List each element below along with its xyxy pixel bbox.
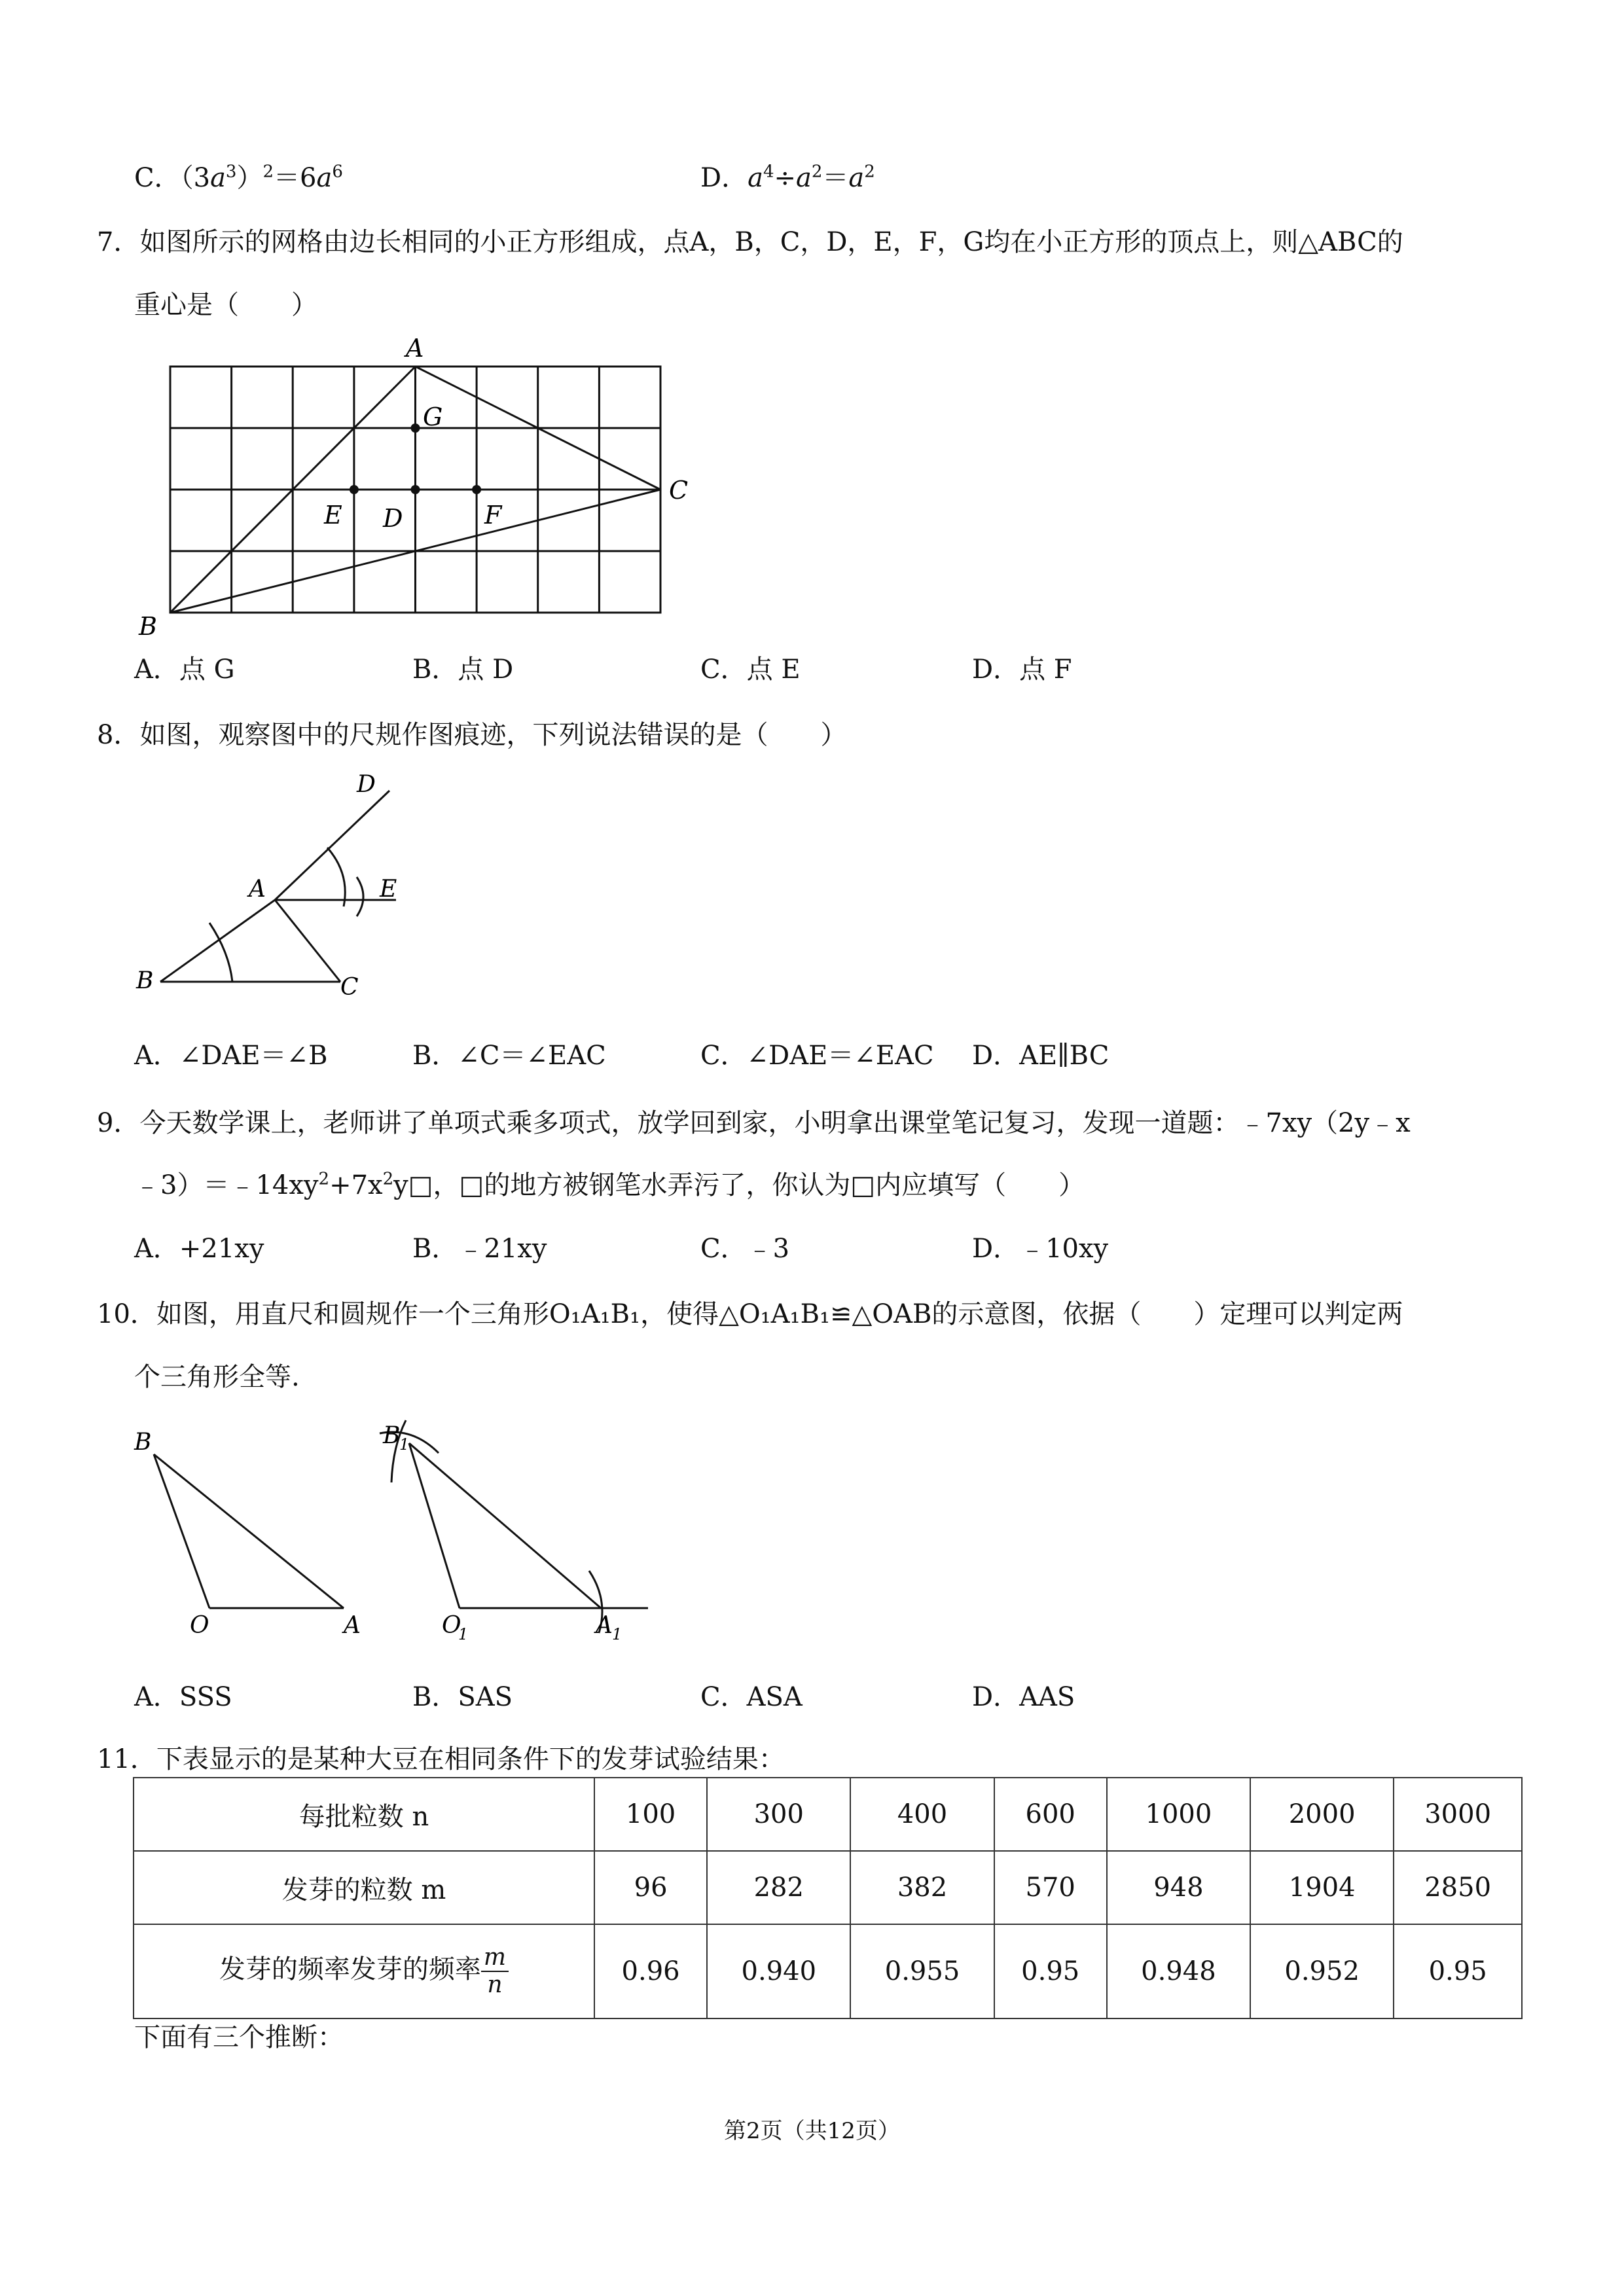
q8-label-c: C <box>340 974 359 1001</box>
q7-point-e <box>350 485 359 494</box>
table-cell: 0.948 <box>1107 1924 1250 2018</box>
table-cell: 0.95 <box>994 1924 1107 2018</box>
table-row-header: 发芽的粒数 m <box>134 1851 594 1924</box>
q7-option-c: C．点 E <box>700 655 801 685</box>
table-cell: 0.95 <box>1394 1924 1522 2018</box>
q10-option-d: D．AAS <box>972 1682 1075 1712</box>
q8-segment-ac <box>275 900 340 982</box>
q10-label-a1: A <box>596 1612 613 1639</box>
q10-label-a: A <box>344 1612 361 1639</box>
q10-option-b: B．SAS <box>412 1682 513 1712</box>
q7-label-d: D <box>383 504 403 533</box>
q10-segment-b1o1 <box>409 1443 460 1608</box>
q10-label-a1-sub: 1 <box>612 1625 623 1643</box>
table-cell: 948 <box>1107 1851 1250 1924</box>
table-cell: 400 <box>850 1778 994 1851</box>
q10-segment-b1a1 <box>409 1443 601 1608</box>
q10-label-b: B <box>134 1429 152 1456</box>
q7-label-f: F <box>484 501 502 529</box>
table-cell: 100 <box>594 1778 707 1851</box>
q7-label-e: E <box>324 501 342 529</box>
table-cell: 1904 <box>1250 1851 1394 1924</box>
q10-label-b1: B <box>383 1422 401 1449</box>
table-cell: 382 <box>850 1851 994 1924</box>
q11-question-line1: 11．下表显示的是某种大豆在相同条件下的发芽试验结果： <box>97 1744 785 1774</box>
q7-point-f <box>472 485 481 494</box>
table-row <box>134 1778 1522 1851</box>
q7-point-d <box>411 485 420 494</box>
table-cell: 282 <box>707 1851 850 1924</box>
q10-option-c: C．ASA <box>700 1682 803 1712</box>
q8-label-d: D <box>357 771 376 798</box>
table-row-header: 发芽的频率发芽的频率 $\frac{m}{n}$ <box>134 1924 594 2018</box>
q7-question-line1: 7．如图所示的网格由边长相同的小正方形组成，点A，B，C，D，E，F，G均在小正方形的顶点上，则△ABC的 <box>97 227 1403 257</box>
q8-arc-at-a <box>327 848 345 906</box>
q9-option-d: D．﹣10xy <box>972 1234 1109 1264</box>
q11-after-text: 下面有三个推断： <box>134 2022 344 2053</box>
q6-option-d: D．$a^4\div a^2=a^2$ <box>700 162 875 193</box>
table-cell: 3000 <box>1394 1778 1522 1851</box>
table-cell: 96 <box>594 1851 707 1924</box>
table-row <box>134 1851 1522 1924</box>
q9-option-b: B．﹣21xy <box>412 1234 547 1264</box>
table-cell: 0.955 <box>850 1924 994 2018</box>
table-row <box>134 1924 1522 2018</box>
q9-question-line1: 9．今天数学课上，老师讲了单项式乘多项式，放学回到家，小明拿出课堂笔记复习，发现一道题：﹣7xy（2y﹣x <box>97 1108 1411 1138</box>
q8-label-e: E <box>380 876 397 903</box>
q8-construction-figure <box>131 766 432 1014</box>
q8-segment-ba <box>160 900 275 982</box>
q7-label-g: G <box>423 403 443 431</box>
q10-construction-figure <box>131 1414 668 1649</box>
q9-question-line2: $﹣3)=﹣14xy^2+7x^2y□$，□的地方被钢笔水弄污了，你认为□内应填写（ ） <box>134 1169 1085 1200</box>
q8-ray-ad <box>275 791 389 900</box>
table-cell: 2000 <box>1250 1778 1394 1851</box>
table-cell: 0.940 <box>707 1924 850 2018</box>
q10-label-o: O <box>190 1612 209 1639</box>
q7-option-d: D．点 F <box>972 655 1072 685</box>
table-cell: 570 <box>994 1851 1107 1924</box>
q8-option-d: D．AE∥BC <box>972 1041 1110 1071</box>
q9-option-c: C．﹣3 <box>700 1234 790 1264</box>
table-row-header: 每批粒数 n <box>134 1778 594 1851</box>
q7-label-b: B <box>139 612 157 641</box>
q10-question-line1: 10．如图，用直尺和圆规作一个三角形O₁A₁B₁，使得△O₁A₁B₁≌△OAB的示意图，依据（ ）定理可以判定两 <box>97 1299 1403 1329</box>
table-cell: 0.952 <box>1250 1924 1394 2018</box>
germination-table <box>133 1777 1523 2019</box>
q8-label-a: A <box>249 876 266 903</box>
table-cell: 2850 <box>1394 1851 1522 1924</box>
table-cell: 300 <box>707 1778 850 1851</box>
q10-label-o1-sub: 1 <box>458 1625 469 1643</box>
q6-option-c: C．$(3a^3)^2=6a^6$ <box>134 162 343 193</box>
q7-question-line2: 重心是（ ） <box>134 290 317 320</box>
table-cell: 0.96 <box>594 1924 707 2018</box>
q7-point-g <box>411 423 420 433</box>
q7-label-c: C <box>669 476 689 505</box>
q10-option-a: A．SSS <box>134 1682 232 1712</box>
q7-grid-figure <box>131 327 720 641</box>
q8-option-a: A．∠DAE＝∠B <box>134 1041 328 1071</box>
q8-option-b: B．∠C＝∠EAC <box>412 1041 606 1071</box>
q9-option-a: A．+21xy <box>134 1234 264 1264</box>
q7-label-a: A <box>406 334 424 363</box>
q8-option-c: C．∠DAE＝∠EAC <box>700 1041 934 1071</box>
table-cell: 1000 <box>1107 1778 1250 1851</box>
q7-option-b: B．点 D <box>412 655 514 685</box>
q10-question-line2: 个三角形全等. <box>134 1362 300 1392</box>
q10-label-b1-sub: 1 <box>399 1435 410 1454</box>
page-footer: 第2页（共12页） <box>724 2118 900 2144</box>
q8-question-line1: 8．如图，观察图中的尺规作图痕迹，下列说法错误的是（ ） <box>97 720 847 750</box>
q8-arc-small <box>357 877 363 916</box>
table-cell: 600 <box>994 1778 1107 1851</box>
q10-label-o1: O <box>442 1612 461 1639</box>
q7-option-a: A．点 G <box>134 655 235 685</box>
fraction-m-over-n: $\frac{m}{n}$ <box>481 1945 509 1998</box>
q8-label-b: B <box>136 967 154 994</box>
